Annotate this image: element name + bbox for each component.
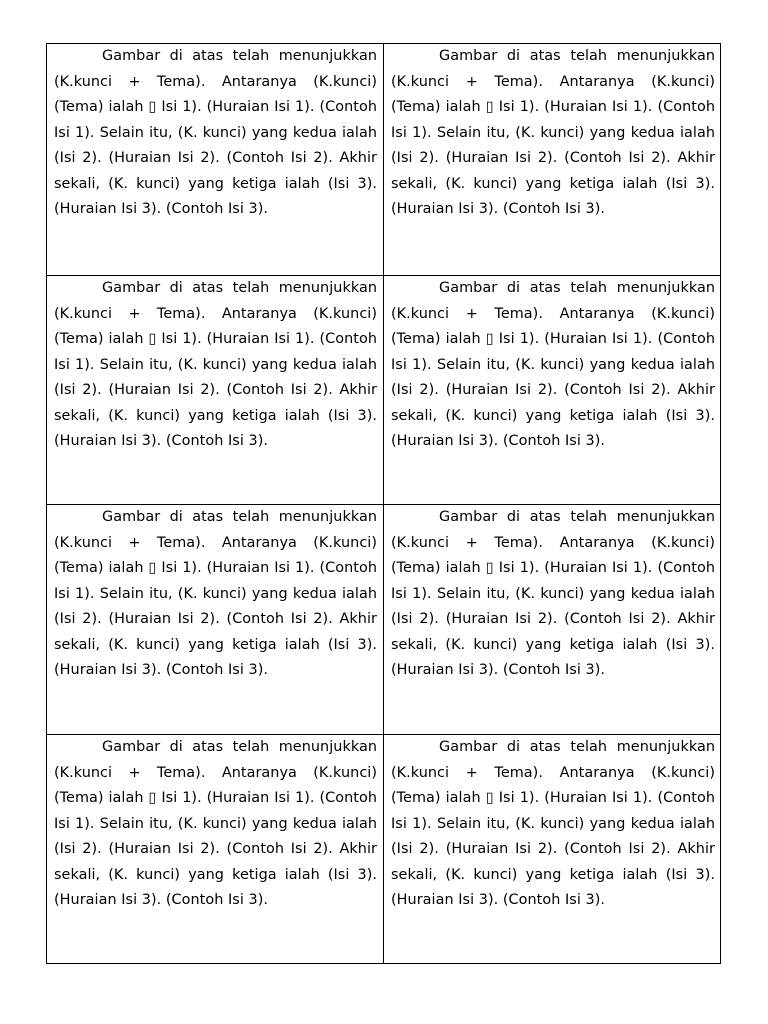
cell-paragraph: Gambar di atas telah menunjukkan (K.kunci + Tema). Antaranya (K.kunci) (Tema) ialah ▯ Isi 1). (Huraian Isi 1). (Contoh Isi 1). Selain itu, (K. kunci) yang kedua ialah (Isi 2). (Huraian Isi 2). (Contoh Isi 2). Akhir sekali, (K. kunci) yang ketiga ialah (Isi 3). (Huraian Isi 3). (Contoh Isi 3). (391, 509, 715, 678)
cell-paragraph: Gambar di atas telah menunjukkan (K.kunci + Tema). Antaranya (K.kunci) (Tema) ialah ▯ Isi 1). (Huraian Isi 1). (Contoh Isi 1). Selain itu, (K. kunci) yang kedua ialah (Isi 2). (Huraian Isi 2). (Contoh Isi 2). Akhir sekali, (K. kunci) yang ketiga ialah (Isi 3). (Huraian Isi 3). (Contoh Isi 3). (54, 48, 377, 217)
table-cell (384, 504, 721, 734)
cell-paragraph: Gambar di atas telah menunjukkan (K.kunci + Tema). Antaranya (K.kunci) (Tema) ialah ▯ Isi 1). (Huraian Isi 1). (Contoh Isi 1). Selain itu, (K. kunci) yang kedua ialah (Isi 2). (Huraian Isi 2). (Contoh Isi 2). Akhir sekali, (K. kunci) yang ketiga ialah (Isi 3). (Huraian Isi 3). (Contoh Isi 3). (391, 739, 715, 908)
cell-paragraph: Gambar di atas telah menunjukkan (K.kunci + Tema). Antaranya (K.kunci) (Tema) ialah ▯ Isi 1). (Huraian Isi 1). (Contoh Isi 1). Selain itu, (K. kunci) yang kedua ialah (Isi 2). (Huraian Isi 2). (Contoh Isi 2). Akhir sekali, (K. kunci) yang ketiga ialah (Isi 3). (Huraian Isi 3). (Contoh Isi 3). (54, 739, 377, 908)
table-cell (384, 734, 721, 963)
table-cell (47, 44, 384, 275)
cell-paragraph: Gambar di atas telah menunjukkan (K.kunci + Tema). Antaranya (K.kunci) (Tema) ialah ▯ Isi 1). (Huraian Isi 1). (Contoh Isi 1). Selain itu, (K. kunci) yang kedua ialah (Isi 2). (Huraian Isi 2). (Contoh Isi 2). Akhir sekali, (K. kunci) yang ketiga ialah (Isi 3). (Huraian Isi 3). (Contoh Isi 3). (54, 509, 377, 678)
template-table (47, 44, 720, 963)
document-page (46, 43, 721, 964)
cell-paragraph: Gambar di atas telah menunjukkan (K.kunci + Tema). Antaranya (K.kunci) (Tema) ialah ▯ Isi 1). (Huraian Isi 1). (Contoh Isi 1). Selain itu, (K. kunci) yang kedua ialah (Isi 2). (Huraian Isi 2). (Contoh Isi 2). Akhir sekali, (K. kunci) yang ketiga ialah (Isi 3). (Huraian Isi 3). (Contoh Isi 3). (54, 280, 377, 449)
table-cell (47, 275, 384, 504)
cell-paragraph: Gambar di atas telah menunjukkan (K.kunci + Tema). Antaranya (K.kunci) (Tema) ialah ▯ Isi 1). (Huraian Isi 1). (Contoh Isi 1). Selain itu, (K. kunci) yang kedua ialah (Isi 2). (Huraian Isi 2). (Contoh Isi 2). Akhir sekali, (K. kunci) yang ketiga ialah (Isi 3). (Huraian Isi 3). (Contoh Isi 3). (391, 48, 715, 217)
cell-paragraph: Gambar di atas telah menunjukkan (K.kunci + Tema). Antaranya (K.kunci) (Tema) ialah ▯ Isi 1). (Huraian Isi 1). (Contoh Isi 1). Selain itu, (K. kunci) yang kedua ialah (Isi 2). (Huraian Isi 2). (Contoh Isi 2). Akhir sekali, (K. kunci) yang ketiga ialah (Isi 3). (Huraian Isi 3). (Contoh Isi 3). (391, 280, 715, 449)
table-cell (384, 275, 721, 504)
table-cell (384, 44, 721, 275)
table-cell (47, 504, 384, 734)
table-cell (47, 734, 384, 963)
